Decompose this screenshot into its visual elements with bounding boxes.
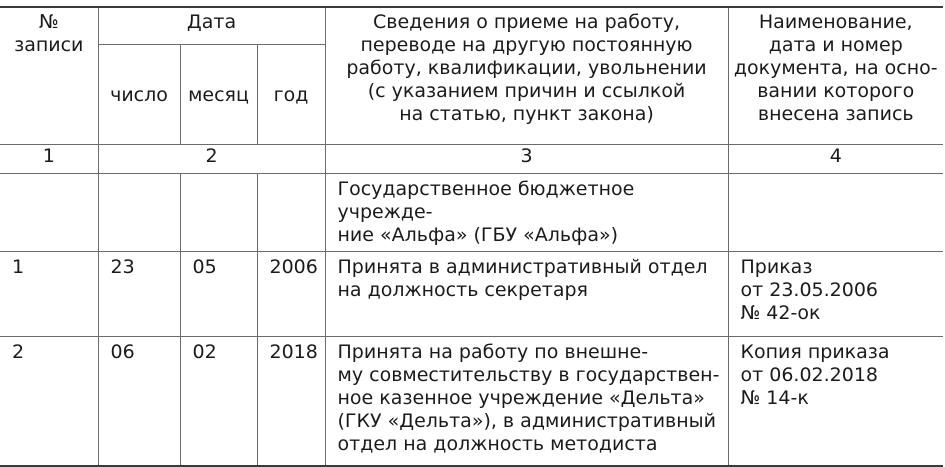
record-info: Принята на работу по внешне- му совместительству в государствен- ное казенное учреждение «Дельта» (ГКУ «Дельта»), в административный отдел на должность методиста [325, 336, 728, 466]
table-row [0, 336, 943, 466]
table-row [0, 173, 943, 251]
column-number-2: 2 [98, 144, 325, 173]
header-date: Дата [98, 7, 325, 44]
record-month [180, 173, 257, 251]
column-number-row [0, 144, 943, 173]
record-day: 23 [98, 251, 180, 336]
record-year: 2006 [257, 251, 325, 336]
record-day: 06 [98, 336, 180, 466]
header-day: число [98, 44, 180, 144]
column-number-4: 4 [728, 144, 943, 173]
header-month: месяц [180, 44, 257, 144]
table-row [0, 251, 943, 336]
record-month: 02 [180, 336, 257, 466]
record-year [257, 173, 325, 251]
record-number: 2 [0, 336, 98, 466]
record-day [98, 173, 180, 251]
record-document [728, 173, 943, 251]
header-document: Наименование, дата и номер документа, на осно- вании которого внесена запись [728, 7, 943, 144]
work-record-table [0, 6, 943, 467]
record-number [0, 173, 98, 251]
column-number-3: 3 [325, 144, 728, 173]
record-info: Принята в административный отдел на должность секретаря [325, 251, 728, 336]
record-month: 05 [180, 251, 257, 336]
record-number: 1 [0, 251, 98, 336]
record-year: 2018 [257, 336, 325, 466]
header-row [0, 7, 943, 44]
header-year: год [257, 44, 325, 144]
header-record-number: № записи [0, 7, 98, 144]
column-number-1: 1 [0, 144, 98, 173]
record-document: Приказ от 23.05.2006 № 42-ок [728, 251, 943, 336]
header-record-info: Сведения о приеме на работу, переводе на другую постоянную работу, квалификации, увольнении (с указанием причин и ссылкой на статью, пункт закона) [325, 7, 728, 144]
record-info: Государственное бюджетное учрежде- ние «Альфа» (ГБУ «Альфа») [325, 173, 728, 251]
record-document: Копия приказа от 06.02.2018 № 14-к [728, 336, 943, 466]
